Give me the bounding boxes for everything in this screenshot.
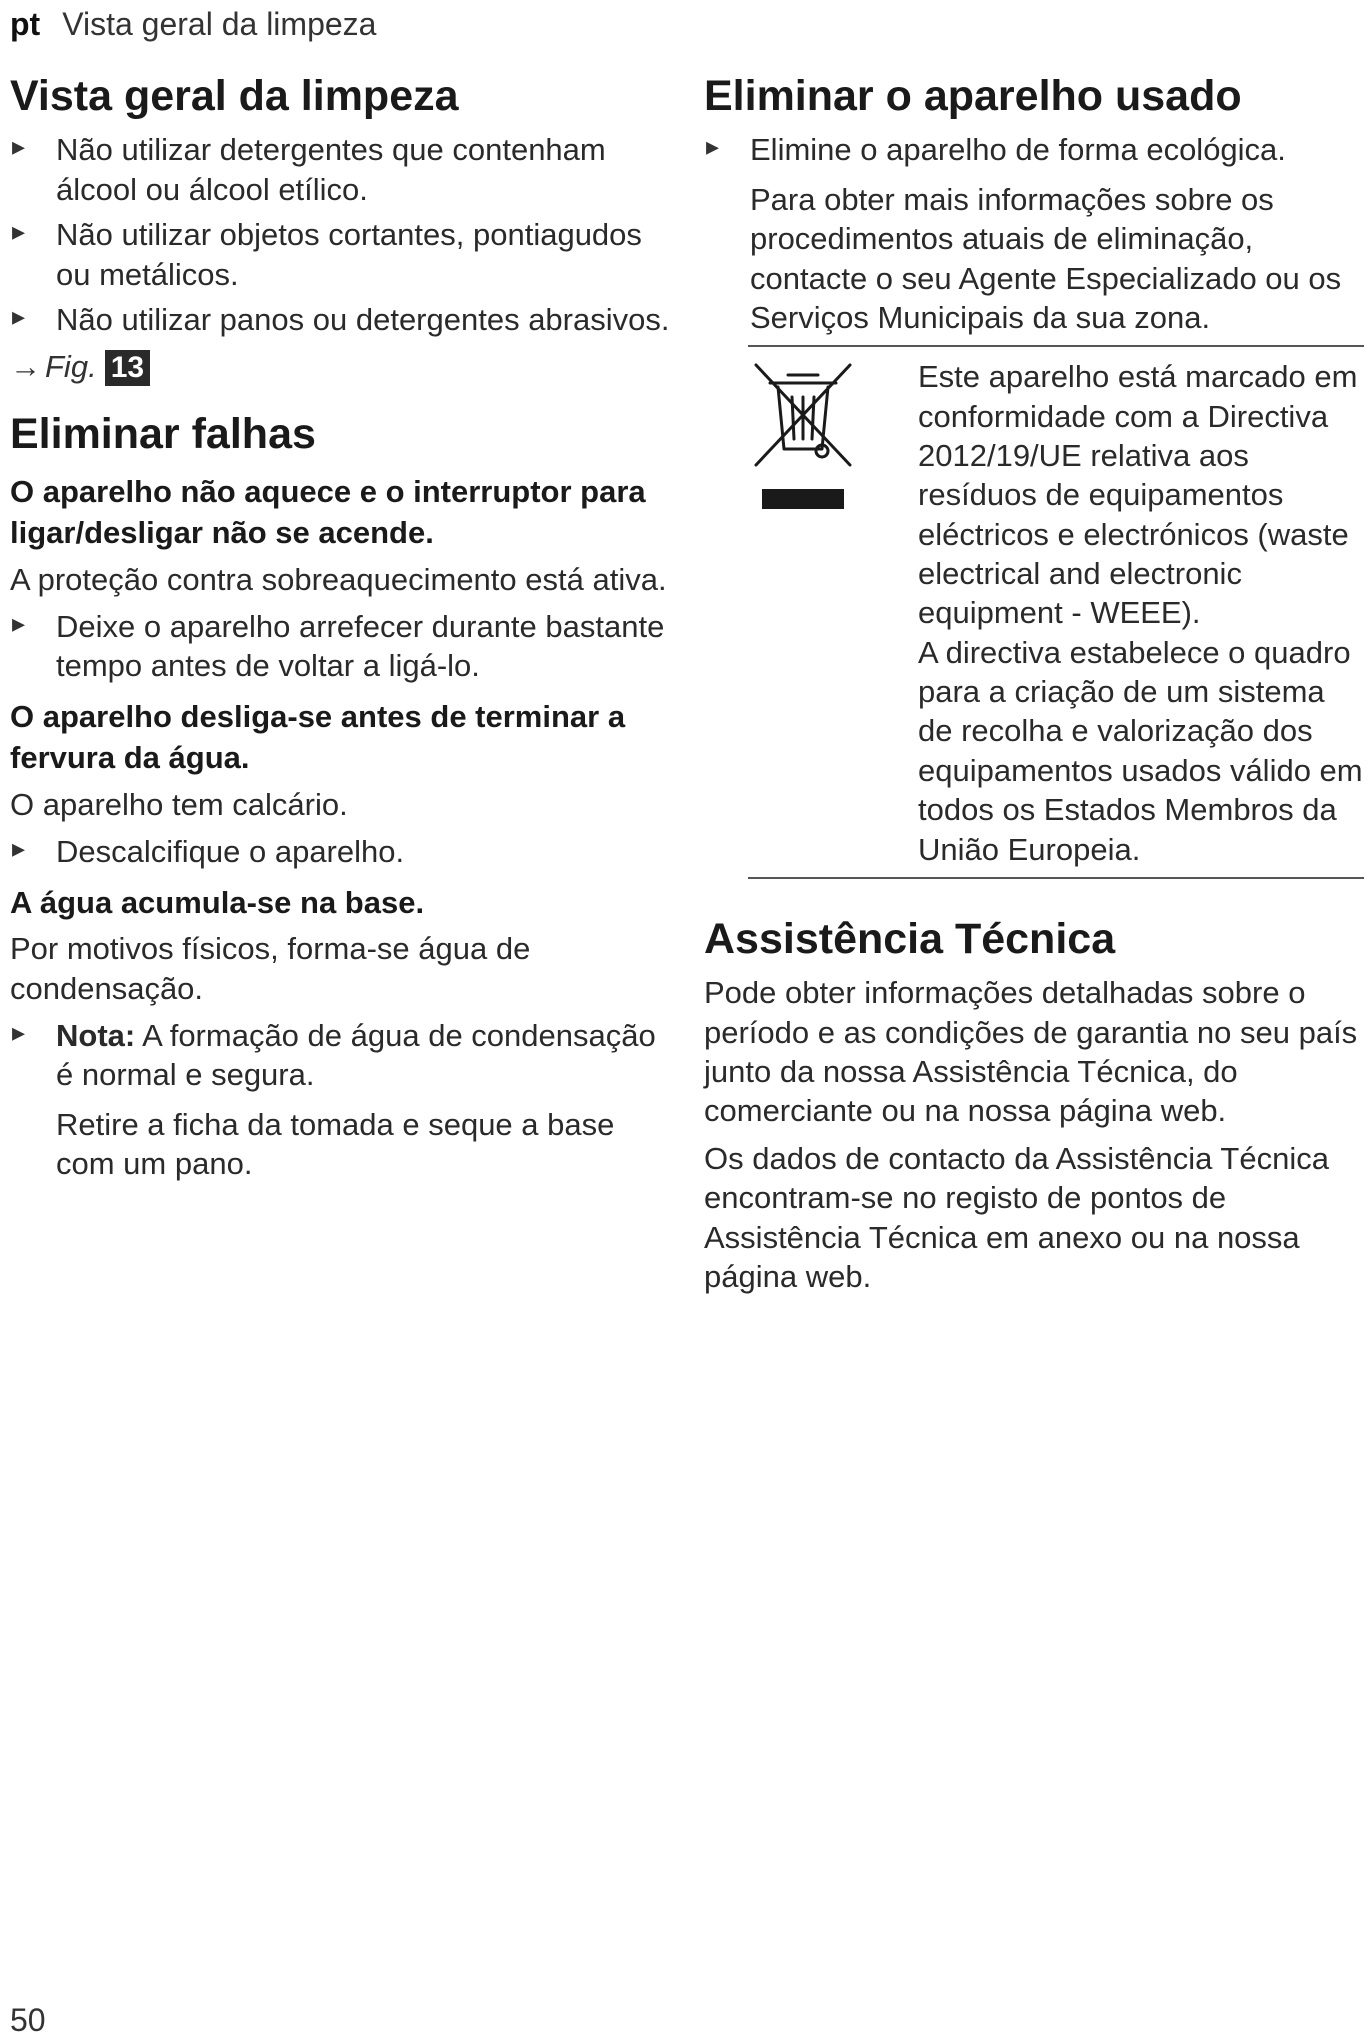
note-label: Nota: (56, 1017, 136, 1053)
right-column (704, 70, 1364, 1304)
cleaning-item-2: ▸ Não utilizar objetos cortantes, pontiagudos ou metálicos. (10, 215, 678, 294)
disposal-steps (704, 130, 1364, 169)
fault-1-actions (10, 607, 678, 686)
note-text: A formação de água de condensação é normal e segura. (56, 1017, 656, 1093)
arrow-right-icon: → (10, 349, 41, 385)
fig-label: Fig. (45, 349, 97, 385)
fault-3-actions (10, 1016, 678, 1095)
service-paragraph-2: Os dados de contacto da Assistência Técnica encontram-se no registo de pontos de Assistência Técnica em anexo ou na nossa página web. (704, 1140, 1329, 1294)
weee-paragraph-2: A directiva estabelece o quadro para a criação de um sistema de recolha e valorização dos equipamentos usados válido em todos os Estados Membros da União Europeia. (918, 634, 1363, 867)
cleaning-heading: Vista geral da limpeza (10, 72, 459, 120)
weee-box (748, 345, 1364, 879)
disposal-info: Para obter mais informações sobre os procedimentos atuais de eliminação, contacte o seu Agente Especializado ou os Serviços Municipais da sua zona. (750, 181, 1342, 335)
fault-2-title: O aparelho desliga-se antes de terminar a fervura da água. (10, 698, 626, 776)
fault-3-title: A água acumula-se na base. (10, 884, 425, 920)
fault-3-note (10, 1016, 678, 1095)
faults-heading: Eliminar falhas (10, 410, 316, 459)
fault-2-cause: O aparelho tem calcário. (10, 786, 348, 822)
cleaning-item-3: ▸ Não utilizar panos ou detergentes abrasivos. (10, 300, 678, 339)
fault-2-action: ▸ Descalcifique o aparelho. (10, 832, 678, 871)
figure-reference (10, 349, 678, 386)
service-heading: Assistência Técnica (704, 914, 1116, 963)
crossed-out-wheelie-bin-icon (748, 357, 918, 869)
language-code: pt (10, 6, 41, 42)
header-title: Vista geral da limpeza (62, 6, 377, 42)
cleaning-list (10, 130, 678, 339)
disposal-step: ▸ Elimine o aparelho de forma ecológica. (704, 130, 1364, 169)
disposal-heading: Eliminar o aparelho usado (704, 72, 1242, 120)
page-number: 50 (10, 2002, 46, 2038)
running-header (10, 6, 376, 43)
fault-2-actions (10, 832, 678, 871)
fault-1-action: ▸ Deixe o aparelho arrefecer durante bastante tempo antes de voltar a ligá-lo. (10, 607, 678, 686)
left-column (10, 70, 678, 1191)
fig-number-badge: 13 (105, 350, 150, 386)
service-paragraph-1: Pode obter informações detalhadas sobre o período e as condições de garantia no seu país junto da nossa Assistência Técnica, do comerciante ou na nossa página web. (704, 975, 1358, 1129)
fault-1-title: O aparelho não aquece e o interruptor para ligar/desligar não se acende. (10, 473, 646, 551)
cleaning-item-1: ▸ Não utilizar detergentes que contenham álcool ou álcool etílico. (10, 130, 678, 209)
fault-3-extra: Retire a ficha da tomada e seque a base com um pano. (56, 1106, 615, 1181)
weee-text (918, 357, 1364, 869)
weee-paragraph-1: Este aparelho está marcado em conformidade com a Directiva 2012/19/UE relativa aos resíduos de equipamentos eléctricos e electrónicos (waste electrical and electronic equipment - WEEE). (918, 359, 1358, 631)
fault-3-cause: Por motivos físicos, forma-se água de condensação. (10, 931, 531, 1006)
fault-1-cause: A proteção contra sobreaquecimento está ativa. (10, 561, 667, 597)
